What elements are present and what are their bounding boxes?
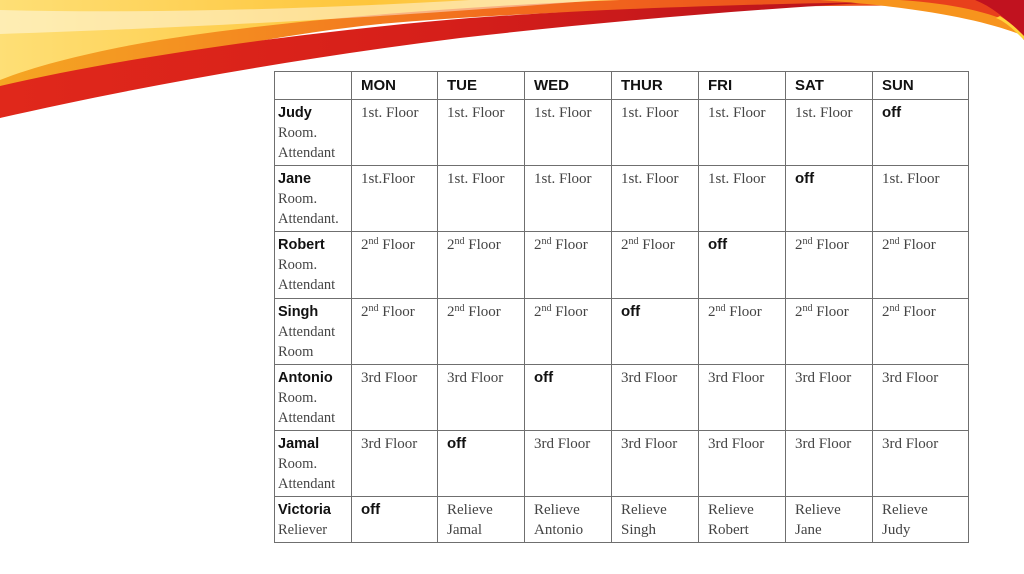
floor-assignment: 1st. Floor	[447, 105, 505, 121]
employee-name: Victoria	[278, 502, 331, 518]
day-header: SAT	[786, 72, 873, 100]
employee-cell	[275, 100, 352, 166]
shift-cell	[873, 299, 969, 365]
table-row	[275, 166, 969, 232]
table-row	[275, 497, 969, 543]
relieve-assignment: Relieve Jamal	[447, 502, 493, 538]
shift-cell	[699, 365, 786, 431]
shift-cell	[525, 166, 612, 232]
shift-cell	[612, 232, 699, 299]
floor-assignment: 2nd Floor	[708, 303, 762, 320]
shift-cell	[525, 365, 612, 431]
off-day-label: off	[795, 170, 815, 187]
floor-assignment: 3rd Floor	[361, 370, 418, 386]
shift-cell	[612, 100, 699, 166]
relieve-assignment: Relieve Jane	[795, 502, 841, 538]
employee-cell	[275, 497, 352, 543]
shift-cell	[525, 299, 612, 365]
floor-assignment: 3rd Floor	[447, 370, 504, 386]
shift-cell	[699, 497, 786, 543]
shift-cell	[438, 100, 525, 166]
shift-cell	[352, 431, 438, 497]
shift-cell	[873, 431, 969, 497]
floor-assignment: 1st. Floor	[534, 171, 592, 187]
relieve-assignment: Relieve Judy	[882, 502, 928, 538]
employee-role: Room.	[278, 125, 318, 141]
floor-assignment: 3rd Floor	[708, 370, 765, 386]
employee-cell	[275, 365, 352, 431]
employee-name: Antonio	[278, 370, 333, 386]
shift-cell	[352, 232, 438, 299]
relieve-assignment: Relieve Robert	[708, 502, 754, 538]
shift-cell	[525, 497, 612, 543]
employee-role: Attendant	[278, 145, 336, 161]
table-row	[275, 232, 969, 299]
shift-cell	[612, 299, 699, 365]
relieve-assignment: Relieve Singh	[621, 502, 667, 538]
floor-assignment: 3rd Floor	[795, 436, 852, 452]
relieve-assignment: Relieve Antonio	[534, 502, 584, 538]
day-header: TUE	[438, 72, 525, 100]
shift-cell	[786, 365, 873, 431]
shift-cell	[438, 166, 525, 232]
floor-assignment: 2nd Floor	[795, 236, 849, 253]
shift-cell	[438, 232, 525, 299]
employee-role: Attendant	[278, 277, 336, 293]
employee-role: Room	[278, 344, 314, 360]
shift-cell	[612, 365, 699, 431]
employee-cell	[275, 232, 352, 299]
shift-cell	[786, 166, 873, 232]
shift-cell	[525, 232, 612, 299]
off-day-label: off	[361, 501, 381, 518]
shift-cell	[786, 431, 873, 497]
floor-assignment: 2nd Floor	[534, 303, 588, 320]
employee-name: Jane	[278, 171, 312, 187]
day-header: FRI	[699, 72, 786, 100]
shift-cell	[786, 299, 873, 365]
shift-cell	[699, 431, 786, 497]
employee-role: Reliever	[278, 522, 328, 538]
shift-cell	[525, 431, 612, 497]
table-row	[275, 100, 969, 166]
employee-role: Room.	[278, 191, 318, 207]
day-header: SUN	[873, 72, 969, 100]
floor-assignment: 2nd Floor	[361, 236, 415, 253]
shift-cell	[873, 497, 969, 543]
employee-role: Attendant	[278, 324, 336, 340]
floor-assignment: 2nd Floor	[361, 303, 415, 320]
floor-assignment: 2nd Floor	[882, 236, 936, 253]
shift-cell	[699, 299, 786, 365]
floor-assignment: 2nd Floor	[795, 303, 849, 320]
floor-assignment: 1st. Floor	[882, 171, 940, 187]
floor-assignment: 1st.Floor	[361, 171, 415, 187]
floor-assignment: 2nd Floor	[621, 236, 675, 253]
employee-name: Jamal	[278, 436, 320, 452]
shift-cell	[352, 497, 438, 543]
schedule-body	[275, 100, 969, 543]
employee-role: Attendant.	[278, 211, 339, 227]
day-header: MON	[352, 72, 438, 100]
floor-assignment: 1st. Floor	[708, 105, 766, 121]
shift-cell	[699, 100, 786, 166]
off-day-label: off	[708, 236, 728, 253]
shift-cell	[873, 365, 969, 431]
employee-role: Attendant	[278, 476, 336, 492]
floor-assignment: 3rd Floor	[882, 436, 939, 452]
day-header: THUR	[612, 72, 699, 100]
shift-cell	[873, 232, 969, 299]
floor-assignment: 1st. Floor	[621, 171, 679, 187]
corner-cell	[275, 72, 352, 100]
shift-cell	[438, 497, 525, 543]
floor-assignment: 3rd Floor	[882, 370, 939, 386]
shift-cell	[352, 299, 438, 365]
floor-assignment: 2nd Floor	[447, 236, 501, 253]
employee-role: Room.	[278, 390, 318, 406]
floor-assignment: 3rd Floor	[621, 370, 678, 386]
shift-cell	[352, 166, 438, 232]
shift-cell	[352, 100, 438, 166]
employee-role: Room.	[278, 456, 318, 472]
floor-assignment: 1st. Floor	[361, 105, 419, 121]
floor-assignment: 2nd Floor	[447, 303, 501, 320]
shift-cell	[699, 232, 786, 299]
shift-cell	[525, 100, 612, 166]
shift-cell	[438, 365, 525, 431]
shift-cell	[612, 497, 699, 543]
shift-cell	[438, 431, 525, 497]
floor-assignment: 2nd Floor	[882, 303, 936, 320]
off-day-label: off	[882, 104, 902, 121]
floor-assignment: 1st. Floor	[795, 105, 853, 121]
floor-assignment: 1st. Floor	[621, 105, 679, 121]
shift-cell	[438, 299, 525, 365]
shift-cell	[612, 431, 699, 497]
employee-name: Judy	[278, 105, 312, 121]
employee-name: Singh	[278, 304, 319, 320]
header-row	[275, 72, 969, 100]
floor-assignment: 1st. Floor	[447, 171, 505, 187]
table-row	[275, 431, 969, 497]
floor-assignment: 3rd Floor	[361, 436, 418, 452]
employee-role: Attendant	[278, 410, 336, 426]
table-row	[275, 365, 969, 431]
off-day-label: off	[447, 435, 467, 452]
floor-assignment: 1st. Floor	[708, 171, 766, 187]
floor-assignment: 3rd Floor	[708, 436, 765, 452]
shift-cell	[352, 365, 438, 431]
floor-assignment: 3rd Floor	[795, 370, 852, 386]
shift-cell	[873, 166, 969, 232]
staff-schedule-table	[274, 71, 969, 543]
employee-name: Robert	[278, 237, 325, 253]
floor-assignment: 2nd Floor	[534, 236, 588, 253]
shift-cell	[786, 232, 873, 299]
off-day-label: off	[534, 369, 554, 386]
off-day-label: off	[621, 303, 641, 320]
shift-cell	[786, 497, 873, 543]
shift-cell	[873, 100, 969, 166]
floor-assignment: 3rd Floor	[621, 436, 678, 452]
employee-cell	[275, 166, 352, 232]
day-header: WED	[525, 72, 612, 100]
employee-cell	[275, 299, 352, 365]
floor-assignment: 3rd Floor	[534, 436, 591, 452]
shift-cell	[612, 166, 699, 232]
table-row	[275, 299, 969, 365]
shift-cell	[786, 100, 873, 166]
shift-cell	[699, 166, 786, 232]
floor-assignment: 1st. Floor	[534, 105, 592, 121]
employee-cell	[275, 431, 352, 497]
employee-role: Room.	[278, 257, 318, 273]
